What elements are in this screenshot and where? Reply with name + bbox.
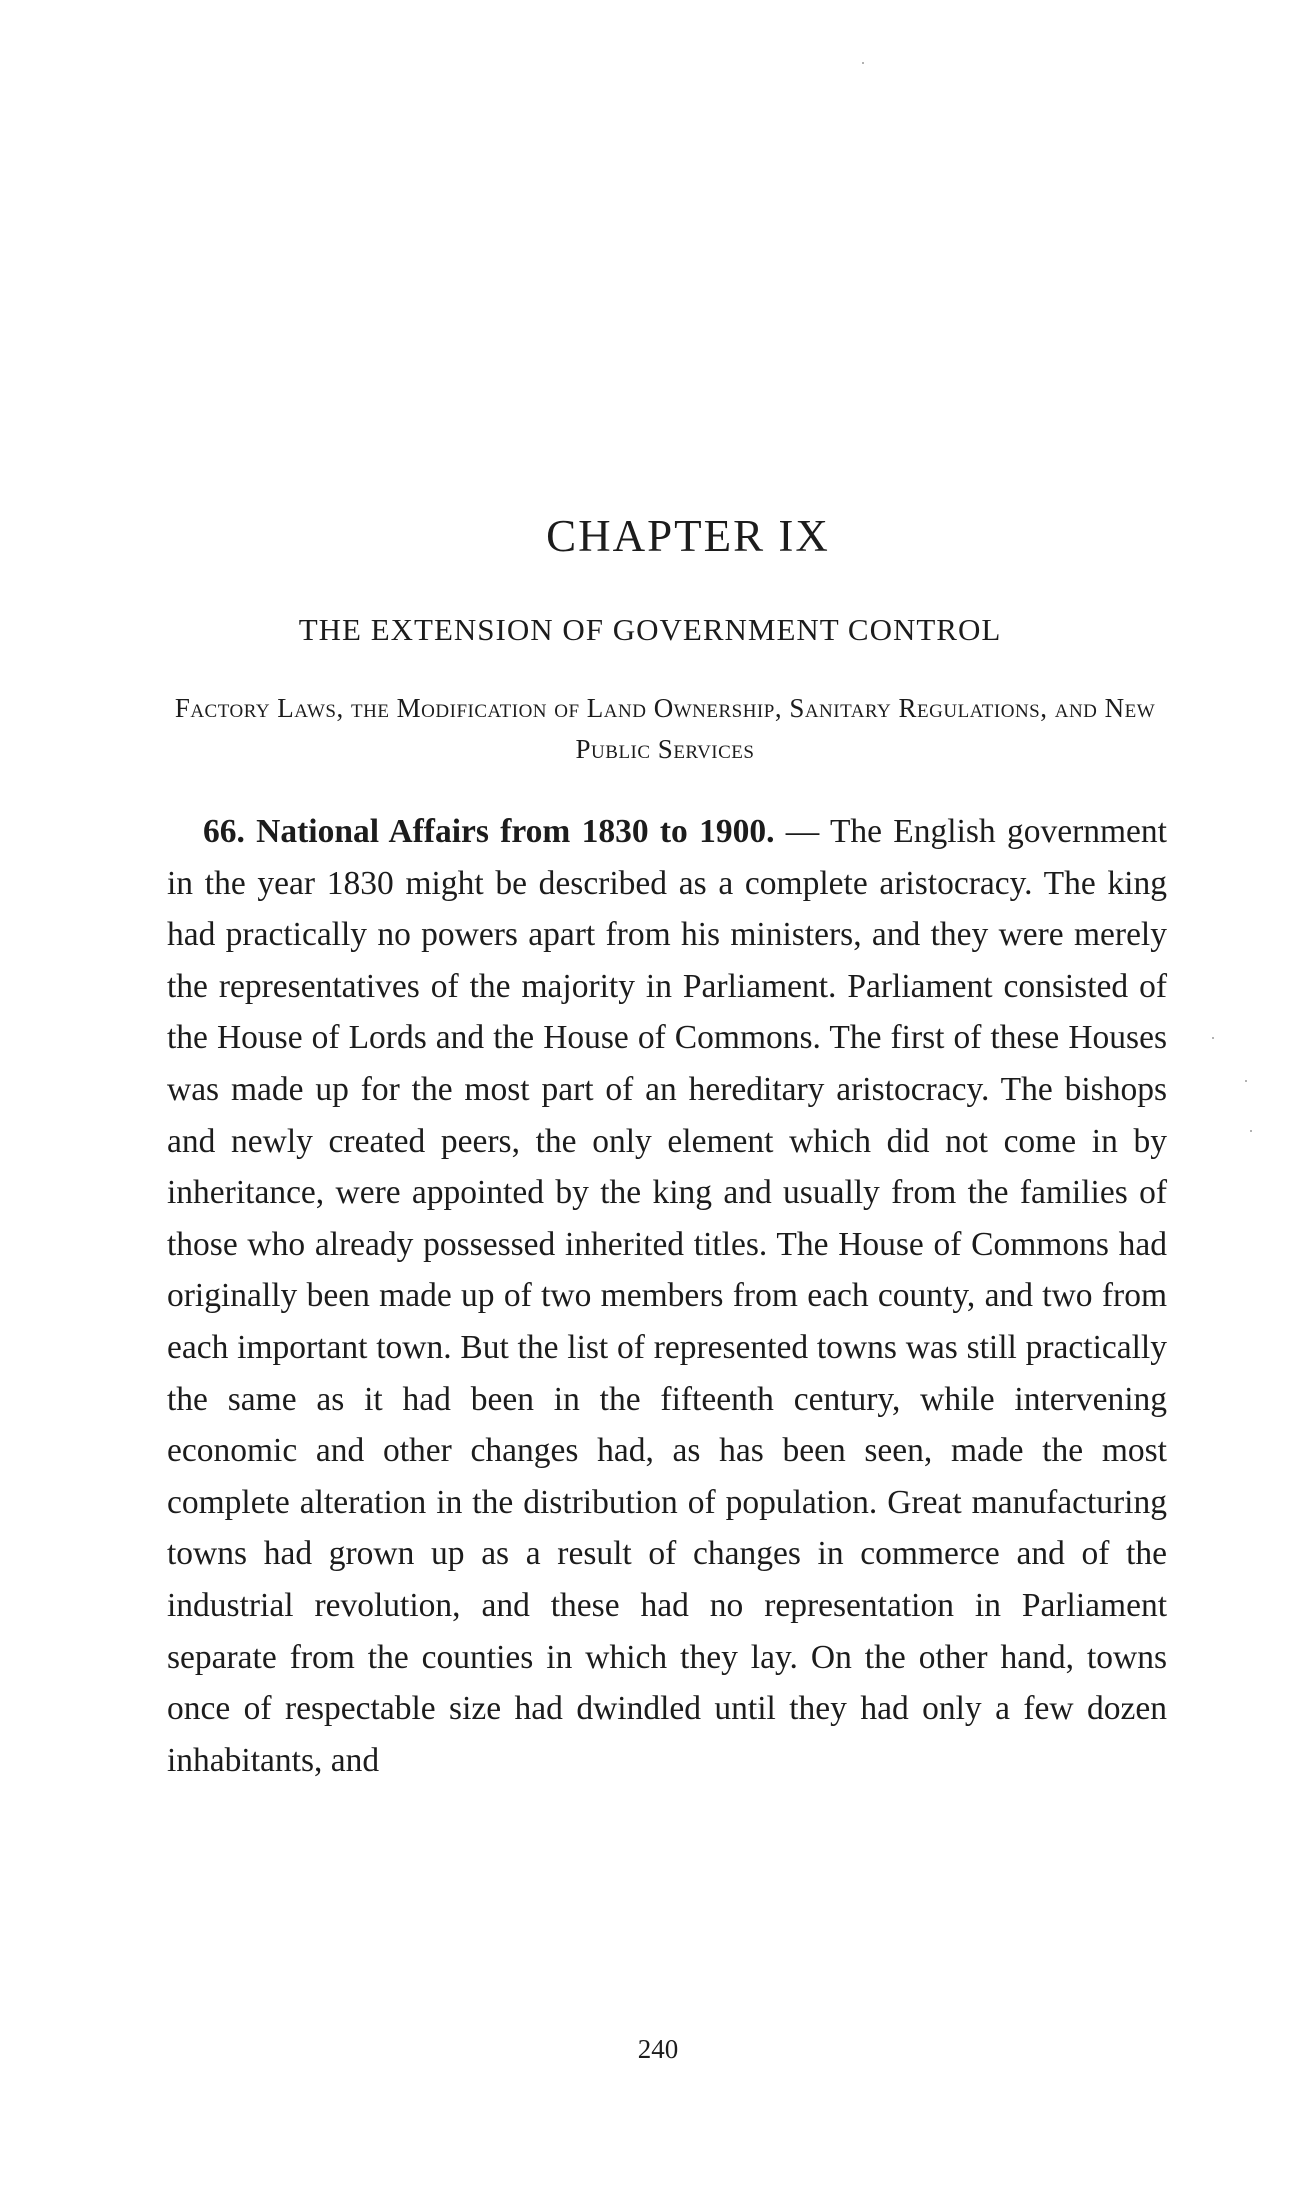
em-dash: — xyxy=(774,813,830,850)
section-paragraph xyxy=(167,806,1167,1786)
paper-speck xyxy=(1250,1130,1252,1132)
section-body-text: The English government in the year 1830 might be described as a complete aristocracy. The king had practically no powers apart from his ministers, and they were merely the representatives of the majority in Parliament. Parliament consisted of the House of Lords and the House of Commons. The first of these Houses was made up for the most part of an hereditary aristocracy. The bishops and newly created peers, the only element which did not come in by inheritance, were appointed by the king and usually from the families of those who already possessed inherited titles. The House of Commons had originally been made up of two members from each county, and two from each important town. But the list of represented towns was still practically the same as it had been in the fifteenth century, while intervening economic and other changes had, as has been seen, made the most complete alteration in the distribution of population. Great manufacturing towns had grown up as a result of changes in commerce and of the industrial revolution, and these had no representation in Parliament separate from the counties in which they lay. On the other hand, towns once of respectable size had dwindled until they had only a few dozen inhabitants, and xyxy=(167,813,1167,1779)
chapter-title: THE EXTENSION OF GOVERNMENT CONTROL xyxy=(298,612,1002,647)
section-heading: 66. National Affairs from 1830 to 1900. xyxy=(203,813,775,850)
paper-speck xyxy=(1212,1037,1214,1039)
chapter-subtitle: Factory Laws, the Modification of Land Ownership, Sanitary Regulations, and New Public Services xyxy=(174,693,1156,764)
page-number: 240 xyxy=(637,2034,679,2064)
paper-speck xyxy=(862,62,864,64)
paper-speck xyxy=(1245,1080,1247,1082)
chapter-heading: CHAPTER IX xyxy=(546,511,830,561)
